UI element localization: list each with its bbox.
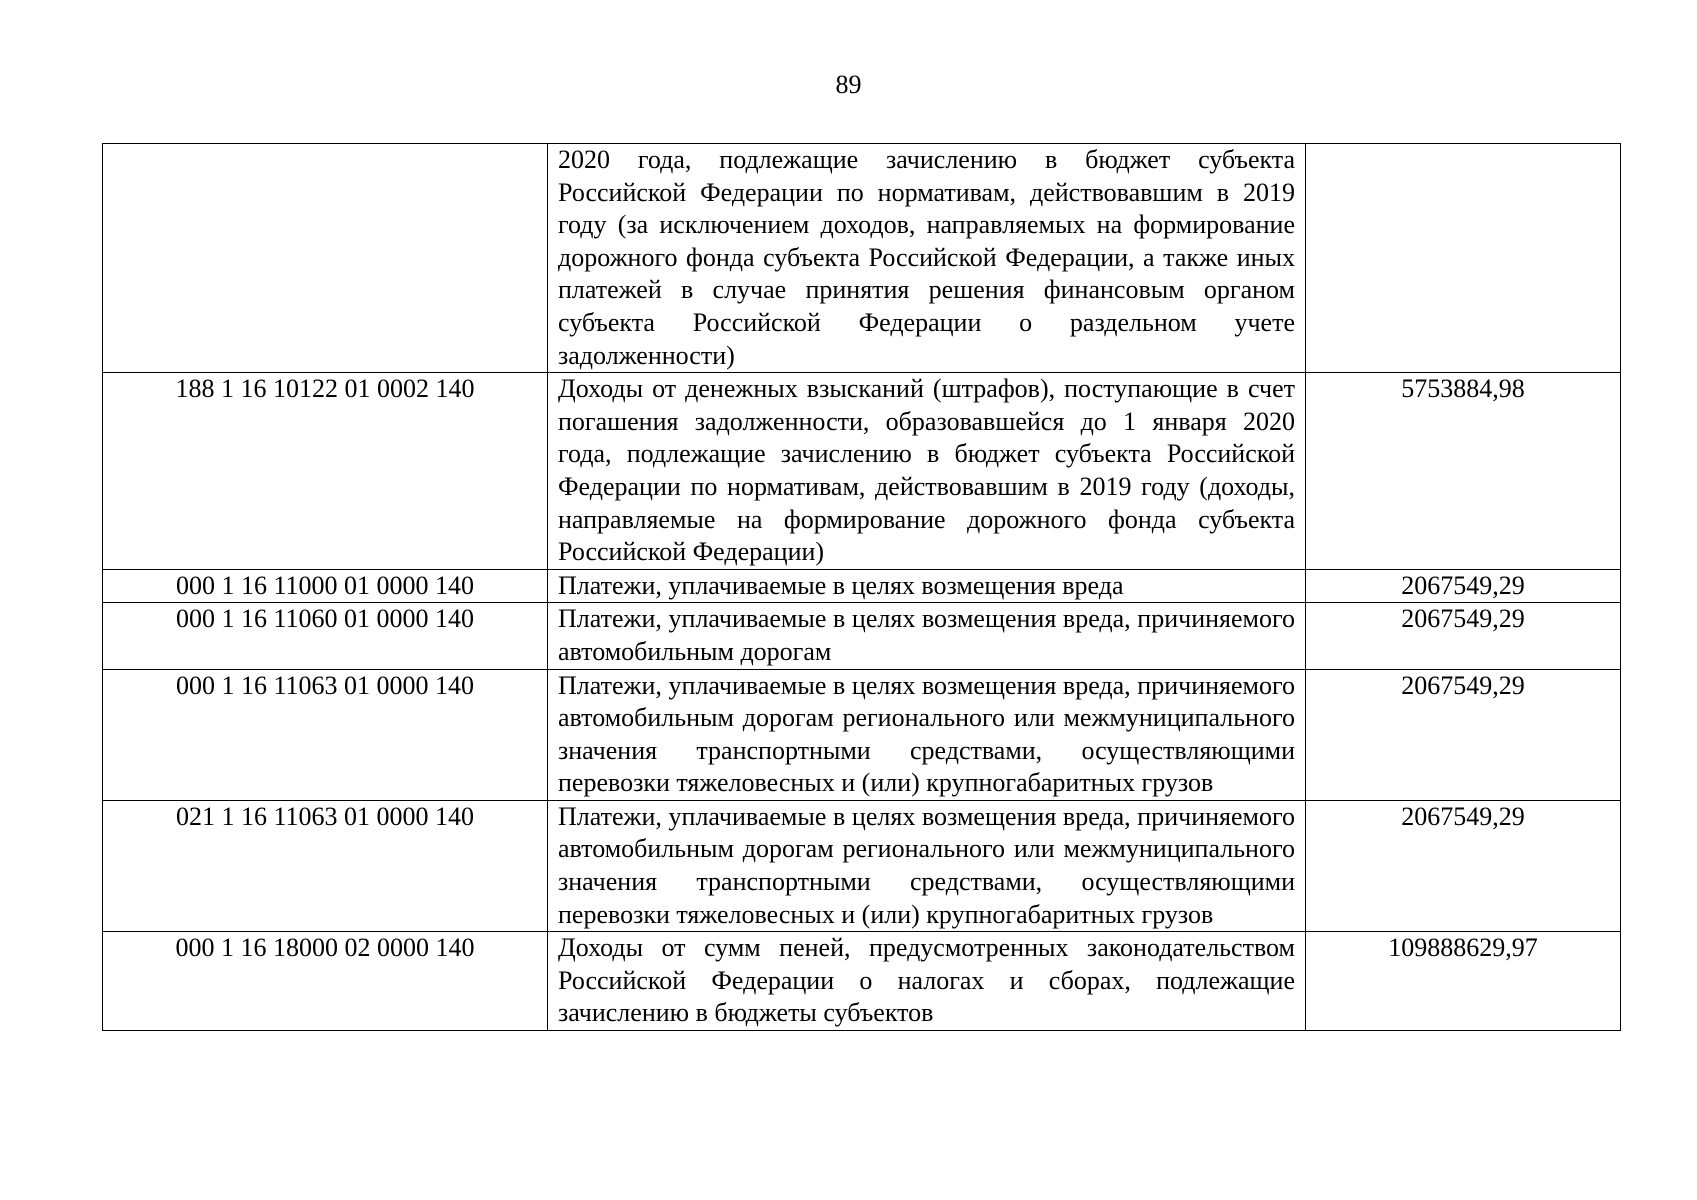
revenue-description-cell: Платежи, уплачиваемые в целях возмещения вреда, причиняемого автомобильным дорогам регионального или межмуниципального значения транспортными средствами, осуществляющими перевозки тяжеловесных и (или) крупногабаритных грузов: [548, 669, 1306, 800]
revenue-code-cell: 021 1 16 11063 01 0000 140: [103, 800, 548, 931]
table-row: [103, 932, 1621, 1031]
table-row: [103, 800, 1621, 931]
revenue-amount-cell: [1306, 144, 1621, 373]
revenue-amount-cell: 2067549,29: [1306, 569, 1621, 603]
revenue-code-cell: [103, 144, 548, 373]
page-number: 89: [835, 70, 862, 99]
revenue-code-cell: 000 1 16 11000 01 0000 140: [103, 569, 548, 603]
revenue-code-cell: 000 1 16 18000 02 0000 140: [103, 932, 548, 1031]
revenue-amount-cell: 109888629,97: [1306, 932, 1621, 1031]
revenue-description-cell: Платежи, уплачиваемые в целях возмещения вреда, причиняемого автомобильным дорогам: [548, 603, 1306, 669]
budget-revenue-table: [102, 143, 1621, 1031]
table-row: [103, 144, 1621, 373]
revenue-amount-cell: 5753884,98: [1306, 373, 1621, 570]
revenue-amount-cell: 2067549,29: [1306, 603, 1621, 669]
revenue-description-cell: Платежи, уплачиваемые в целях возмещения вреда, причиняемого автомобильным дорогам регионального или межмуниципального значения транспортными средствами, осуществляющими перевозки тяжеловесных и (или) крупногабаритных грузов: [548, 800, 1306, 931]
table-row: [103, 373, 1621, 570]
revenue-description-cell: Доходы от денежных взысканий (штрафов), поступающие в счет погашения задолженности, образовавшейся до 1 января 2020 года, подлежащие зачислению в бюджет субъекта Российской Федерации по нормативам, действовавшим в 2019 году (доходы, направляемые на формирование дорожного фонда субъекта Российской Федерации): [548, 373, 1306, 570]
table-row: [103, 569, 1621, 603]
revenue-code-cell: 000 1 16 11060 01 0000 140: [103, 603, 548, 669]
table-row: [103, 669, 1621, 800]
revenue-description-cell: Платежи, уплачиваемые в целях возмещения вреда: [548, 569, 1306, 603]
revenue-description-cell: 2020 года, подлежащие зачислению в бюджет субъекта Российской Федерации по нормативам, действовавшим в 2019 году (за исключением доходов, направляемых на формирование дорожного фонда субъекта Российской Федерации, а также иных платежей в случае принятия решения финансовым органом субъекта Российской Федерации о раздельном учете задолженности): [548, 144, 1306, 373]
table-row: [103, 603, 1621, 669]
revenue-amount-cell: 2067549,29: [1306, 800, 1621, 931]
revenue-code-cell: 000 1 16 11063 01 0000 140: [103, 669, 548, 800]
revenue-amount-cell: 2067549,29: [1306, 669, 1621, 800]
revenue-code-cell: 188 1 16 10122 01 0002 140: [103, 373, 548, 570]
revenue-description-cell: Доходы от сумм пеней, предусмотренных законодательством Российской Федерации о налогах и сборах, подлежащие зачислению в бюджеты субъектов: [548, 932, 1306, 1031]
